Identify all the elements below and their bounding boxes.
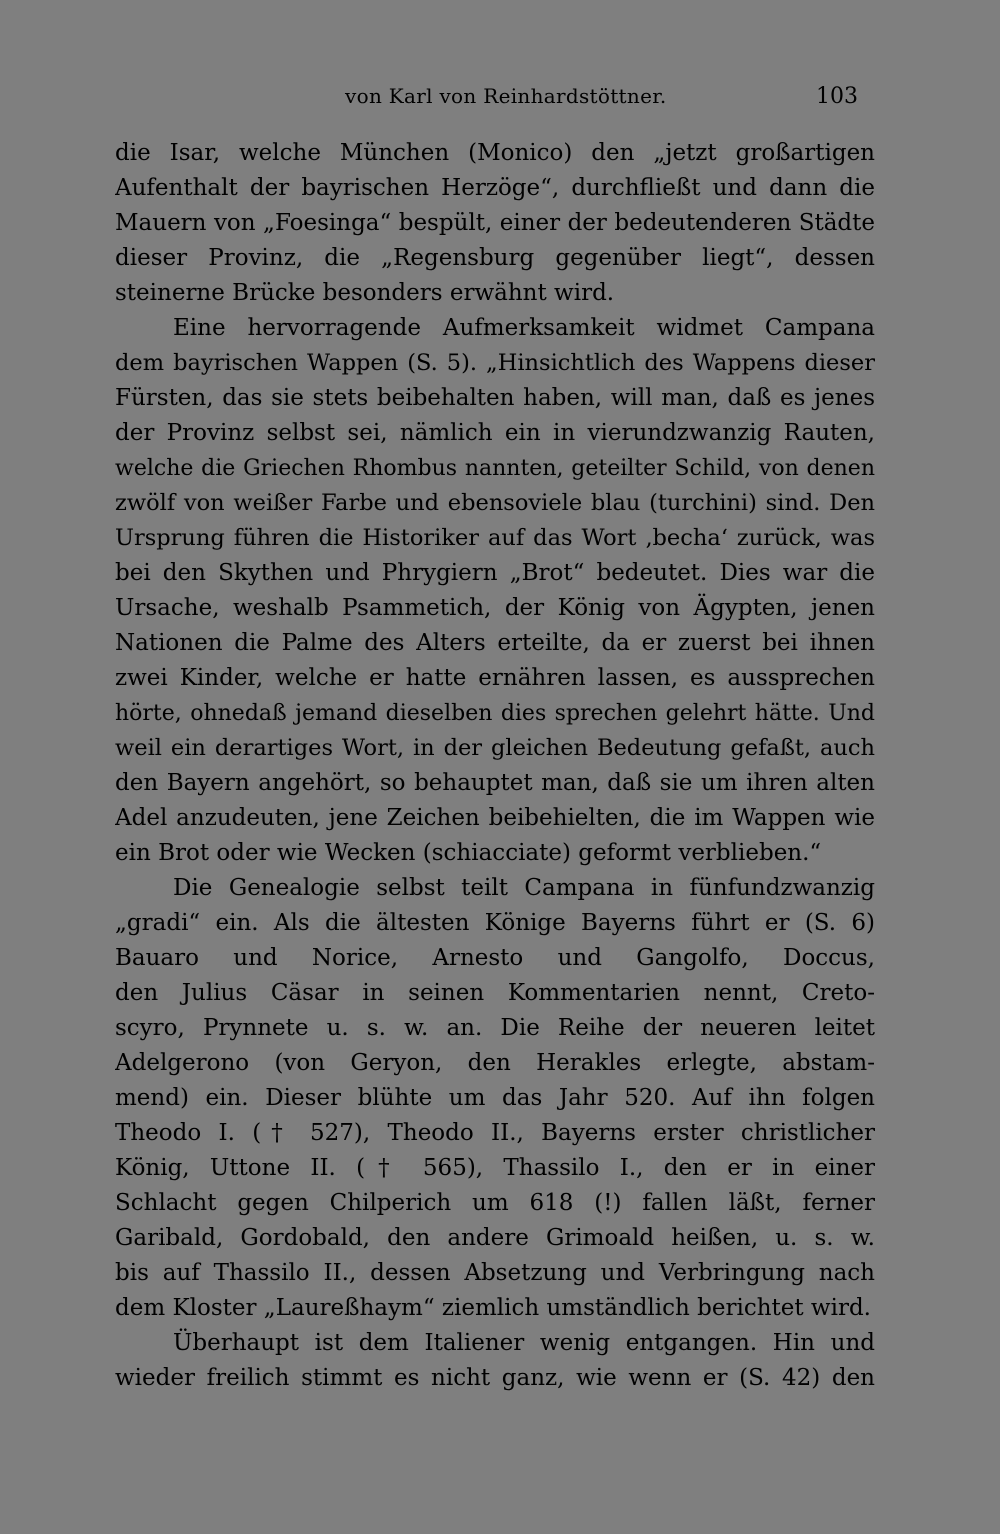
text-line: Garibald, Gordobald, den andere Grimoald heißen, u. s. w.	[115, 1225, 875, 1251]
text-line: König, Uttone II. († 565), Thassilo I., den er in einer	[115, 1155, 875, 1181]
text-line: dieser Provinz, die „Regensburg gegenüber liegt“, dessen	[115, 245, 875, 271]
text-line: Schlacht gegen Chilperich um 618 (!) fallen läßt, ferner	[115, 1190, 875, 1216]
text-line: den Julius Cäsar in seinen Kommentarien nennt, Creto-	[115, 980, 875, 1006]
text-line: bis auf Thassilo II., dessen Absetzung und Verbringung nach	[115, 1260, 875, 1286]
text-line: den Bayern angehört, so behauptet man, daß sie um ihren alten	[115, 770, 875, 796]
text-line: Mauern von „Foesinga“ bespült, einer der bedeutenderen Städte	[115, 210, 875, 236]
text-line: Theodo I. († 527), Theodo II., Bayerns erster christlicher	[115, 1120, 875, 1146]
body-text	[115, 136, 875, 1396]
text-line: Aufenthalt der bayrischen Herzöge“, durchfließt und dann die	[115, 175, 875, 201]
running-title: von Karl von Reinhardstöttner.	[345, 84, 667, 108]
text-line: dem Kloster „Laureßhaym“ ziemlich umständlich berichtet wird.	[115, 1295, 871, 1321]
text-line: steinerne Brücke besonders erwähnt wird.	[115, 280, 615, 306]
text-line: Nationen die Palme des Alters erteilte, da er zuerst bei ihnen	[115, 630, 875, 656]
text-line: weil ein derartiges Wort, in der gleichen Bedeutung gefaßt, auch	[115, 735, 875, 761]
text-line: „gradi“ ein. Als die ältesten Könige Bayerns führt er (S. 6)	[115, 910, 875, 936]
text-line: bei den Skythen und Phrygiern „Brot“ bedeutet. Dies war die	[115, 560, 875, 586]
text-line: Bauaro und Norice, Arnesto und Gangolfo, Doccus,	[115, 945, 875, 971]
text-line: mend) ein. Dieser blühte um das Jahr 520. Auf ihn folgen	[115, 1085, 875, 1111]
text-line: Ursache, weshalb Psammetich, der König von Ägypten, jenen	[115, 595, 875, 621]
text-line: zwölf von weißer Farbe und ebensoviele blau (turchini) sind. Den	[115, 490, 875, 516]
text-line: Ursprung führen die Historiker auf das Wort ‚becha‘ zurück, was	[115, 525, 875, 551]
page-number: 103	[816, 84, 858, 109]
text-line: Die Genealogie selbst teilt Campana in fünfundzwanzig	[173, 875, 875, 901]
text-line: ein Brot oder wie Wecken (schiacciate) geformt verblieben.“	[115, 840, 822, 866]
text-line: Überhaupt ist dem Italiener wenig entgangen. Hin und	[173, 1330, 875, 1356]
text-line: Adelgerono (von Geryon, den Herakles erlegte, abstam-	[115, 1050, 875, 1076]
text-line: Fürsten, das sie stets beibehalten haben, will man, daß es jenes	[115, 385, 875, 411]
text-line: hörte, ohnedaß jemand dieselben dies sprechen gelehrt hätte. Und	[115, 701, 875, 726]
text-line: dem bayrischen Wappen (S. 5). „Hinsichtlich des Wappens dieser	[115, 350, 875, 376]
text-line: wieder freilich stimmt es nicht ganz, wie wenn er (S. 42) den	[115, 1365, 875, 1391]
text-line: welche die Griechen Rhombus nannten, geteilter Schild, von denen	[115, 456, 875, 481]
text-line: der Provinz selbst sei, nämlich ein in vierundzwanzig Rauten,	[115, 420, 875, 446]
text-line: Adel anzudeuten, jene Zeichen beibehielten, die im Wappen wie	[115, 805, 875, 831]
text-line: scyro, Prynnete u. s. w. an. Die Reihe der neueren leitet	[115, 1015, 875, 1041]
text-line: die Isar, welche München (Monico) den „jetzt großartigen	[115, 140, 875, 166]
text-line: zwei Kinder, welche er hatte ernähren lassen, es aussprechen	[115, 665, 875, 691]
text-line: Eine hervorragende Aufmerksamkeit widmet Campana	[173, 315, 875, 341]
